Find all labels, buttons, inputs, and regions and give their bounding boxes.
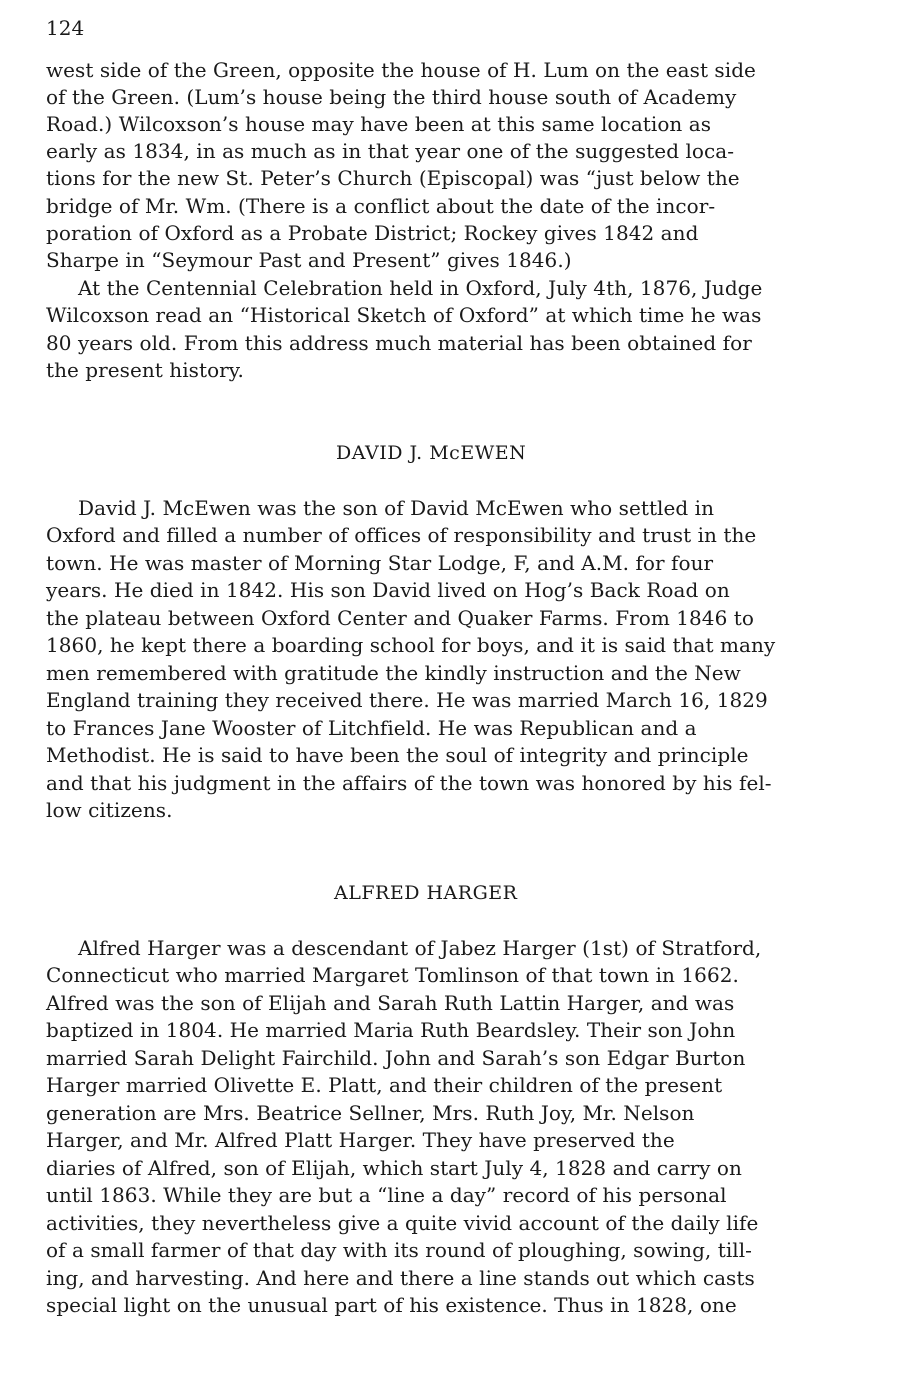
text-line: 1860, he kept there a boarding school for boys, and it is said that many (46, 633, 776, 657)
text-line: the present history. (46, 358, 244, 382)
text-line: and that his judgment in the affairs of the town was honored by his fel- (46, 771, 772, 795)
text-line: men remembered with gratitude the kindly instruction and the New (46, 661, 741, 685)
text-line: Oxford and filled a number of offices of responsibility and trust in the (46, 523, 757, 547)
text-line: early as 1834, in as much as in that year one of the suggested loca- (46, 139, 735, 163)
text-line: generation are Mrs. Beatrice Sellner, Mrs. Ruth Joy, Mr. Nelson (46, 1101, 695, 1125)
text-line: 80 years old. From this address much material has been obtained for (46, 331, 752, 355)
text-line: low citizens. (46, 798, 173, 822)
text-line: England training they received there. He was married March 16, 1829 (46, 688, 768, 712)
section-heading: DAVID J. McEWEN (336, 442, 527, 464)
text-line: activities, they nevertheless give a quite vivid account of the daily life (46, 1211, 759, 1235)
text-line: Methodist. He is said to have been the soul of integrity and principle (46, 743, 749, 767)
text-line: special light on the unusual part of his existence. Thus in 1828, one (46, 1293, 737, 1317)
text-line: Harger, and Mr. Alfred Platt Harger. They have preserved the (46, 1128, 675, 1152)
text-line: of the Green. (Lum’s house being the third house south of Academy (46, 85, 737, 109)
text-line: ing, and harvesting. And here and there a line stands out which casts (46, 1266, 755, 1290)
page-number: 124 (46, 16, 85, 40)
text-line: Harger married Olivette E. Platt, and their children of the present (46, 1073, 723, 1097)
text-line: At the Centennial Celebration held in Oxford, July 4th, 1876, Judge (78, 276, 763, 300)
text-line: Road.) Wilcoxson’s house may have been at this same location as (46, 112, 712, 136)
text-line: David J. McEwen was the son of David McEwen who settled in (78, 496, 715, 520)
text-line: bridge of Mr. Wm. (There is a conflict about the date of the incor- (46, 194, 716, 218)
text-line: diaries of Alfred, son of Elijah, which start July 4, 1828 and carry on (46, 1156, 742, 1180)
text-line: until 1863. While they are but a “line a day” record of his personal (46, 1183, 727, 1207)
text-line: Connecticut who married Margaret Tomlinson of that town in 1662. (46, 963, 739, 987)
text-line: west side of the Green, opposite the house of H. Lum on the east side (46, 58, 756, 82)
text-line: to Frances Jane Wooster of Litchfield. He was Republican and a (46, 716, 697, 740)
section-heading: ALFRED HARGER (334, 882, 518, 904)
text-line: Alfred Harger was a descendant of Jabez Harger (1st) of Stratford, (78, 936, 762, 960)
text-line: years. He died in 1842. His son David lived on Hog’s Back Road on (46, 578, 730, 602)
text-line: Alfred was the son of Elijah and Sarah Ruth Lattin Harger, and was (46, 991, 735, 1015)
text-line: poration of Oxford as a Probate District; Rockey gives 1842 and (46, 221, 699, 245)
text-line: of a small farmer of that day with its round of ploughing, sowing, till- (46, 1238, 752, 1262)
text-line: baptized in 1804. He married Maria Ruth Beardsley. Their son John (46, 1018, 736, 1042)
text-line: married Sarah Delight Fairchild. John and Sarah’s son Edgar Burton (46, 1046, 746, 1070)
text-line: town. He was master of Morning Star Lodge, F, and A.M. for four (46, 551, 714, 575)
text-line: the plateau between Oxford Center and Quaker Farms. From 1846 to (46, 606, 754, 630)
text-line: Wilcoxson read an “Historical Sketch of Oxford” at which time he was (46, 303, 762, 327)
text-line: Sharpe in “Seymour Past and Present” gives 1846.) (46, 248, 572, 272)
text-line: tions for the new St. Peter’s Church (Episcopal) was “just below the (46, 166, 740, 190)
